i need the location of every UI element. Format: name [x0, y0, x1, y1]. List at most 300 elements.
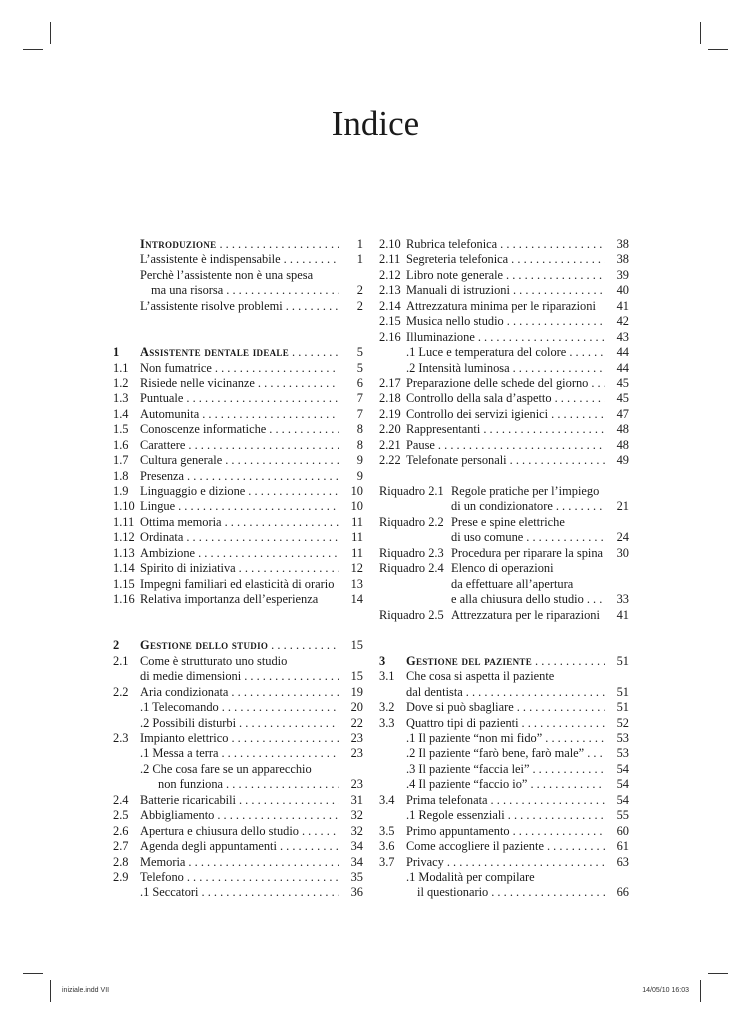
dot-leader [542, 731, 605, 746]
toc-entry-title: Cultura generale [140, 453, 223, 468]
toc-entry-title: Lingue [140, 499, 176, 514]
toc-entry-number [379, 499, 406, 514]
toc-entry-title: Automunita [140, 406, 200, 421]
toc-entry-number: Riquadro 2.3 [379, 545, 444, 560]
toc-entry-title: Che cosa si aspetta il paziente [406, 669, 555, 684]
toc-page-number: 32 [350, 823, 363, 838]
toc-page-number: 11 [351, 514, 363, 529]
toc-entry-number: 1.11 [113, 514, 135, 529]
toc-entry [379, 237, 629, 252]
toc-page-number [339, 654, 363, 669]
toc-entry-title: Rappresentanti [406, 422, 481, 437]
dot-leader [216, 237, 339, 252]
toc-entry-title: .2 Possibili disturbi [140, 715, 237, 730]
toc-entry-title: .2 Intensità luminosa [406, 360, 510, 375]
toc-entry-number: 1.2 [113, 375, 129, 390]
toc-entry [379, 268, 629, 283]
toc-entry-title: e alla chiusura dello studio [451, 592, 584, 607]
toc-entry-title: Privacy [406, 854, 444, 869]
dot-leader [195, 546, 339, 561]
dot-leader [444, 855, 605, 870]
toc-entry-title: Relativa importanza dell’esperienza [140, 592, 319, 607]
toc-entry [379, 453, 629, 468]
toc-spacer [113, 623, 363, 638]
toc-page-number: 47 [616, 406, 629, 421]
toc-entry-number: 1 [113, 345, 120, 360]
dot-leader [185, 855, 339, 870]
toc-entry-number [113, 283, 140, 298]
toc-entry-title: Gestione dello studio [140, 638, 269, 653]
toc-entry-number: 1.16 [113, 592, 135, 607]
toc-entry-number: 3.3 [379, 715, 395, 730]
toc-section-heading [113, 638, 363, 653]
toc-spacer [113, 330, 363, 345]
toc-entry-number [113, 669, 140, 684]
toc-page-number: 2 [356, 283, 363, 298]
toc-entry [113, 515, 363, 530]
toc-page-number: 10 [350, 499, 363, 514]
crop-mark [23, 973, 43, 974]
toc-entry-number: 1.14 [113, 561, 135, 576]
dot-leader [503, 268, 605, 283]
toc-page-number [605, 515, 629, 530]
toc-entry-title: .1 Luce e temperatura del colore [406, 345, 567, 360]
dot-leader [514, 700, 605, 715]
dot-leader [183, 530, 339, 545]
dot-leader [510, 283, 605, 298]
toc-page-number: 23 [350, 746, 363, 761]
toc-entry-title: Perchè l’assistente non è una spesa [140, 267, 314, 282]
toc-entry-title: Primo appuntamento [406, 823, 510, 838]
dot-leader [510, 824, 605, 839]
toc-page-number: 35 [350, 869, 363, 884]
toc-page-number: 13 [350, 576, 363, 591]
toc-entry-number: 1.4 [113, 406, 129, 421]
toc-page-number: 11 [351, 530, 363, 545]
dot-leader [266, 422, 339, 437]
toc-entry [379, 330, 629, 345]
toc-page-number: 1 [356, 252, 363, 267]
toc-entry-title: Non fumatrice [140, 360, 212, 375]
toc-section-heading [113, 237, 363, 252]
toc-entry-title: L’assistente risolve problemi [140, 298, 283, 313]
toc-entry-number: Riquadro 2.2 [379, 514, 444, 529]
dot-leader [497, 237, 605, 252]
toc-entry [379, 361, 629, 376]
toc-entry-number: 2.15 [379, 314, 401, 329]
toc-entry [113, 777, 363, 792]
toc-entry-title: Controllo della sala d’aspetto [406, 391, 552, 406]
toc-entry [379, 839, 629, 854]
toc-page-number: 9 [356, 453, 363, 468]
toc-entry-number: 2.10 [379, 237, 401, 251]
toc-entry [379, 685, 629, 700]
toc-page-number [605, 484, 629, 499]
toc-page-number: 7 [356, 406, 363, 421]
toc-page-number: 42 [616, 314, 629, 329]
toc-entry-title: Come accogliere il paziente [406, 839, 544, 854]
toc-entry-number [113, 237, 140, 252]
toc-entry-number [113, 777, 140, 792]
toc-entry [113, 484, 363, 499]
toc-entry [113, 407, 363, 422]
toc-page-number: 38 [616, 252, 629, 267]
dot-leader [488, 793, 605, 808]
toc-entry [113, 546, 363, 561]
toc-entry-number [379, 345, 406, 360]
toc-entry-number [379, 762, 406, 777]
toc-entry-number: 2 [113, 638, 120, 653]
toc-page-number: 40 [616, 283, 629, 298]
toc-page-number: 8 [356, 437, 363, 452]
toc-entry-title: Impianto elettrico [140, 731, 229, 745]
dot-leader [268, 638, 339, 653]
toc-entry-title: Risiede nelle vicinanze [140, 375, 255, 390]
toc-entry [379, 314, 629, 329]
toc-page-number: 6 [356, 375, 363, 390]
toc-entry-title: .4 Il paziente “faccio io” [406, 777, 528, 792]
dot-leader [488, 885, 605, 900]
toc-page-number: 15 [350, 669, 363, 684]
toc-entry-number [379, 870, 406, 885]
toc-entry-title: Manuali di istruzioni [406, 283, 510, 298]
toc-page-number: 51 [616, 684, 629, 699]
toc-page-number: 51 [616, 700, 629, 715]
toc-page-number: 33 [616, 592, 629, 607]
toc-entry-title: L’assistente è indispensabile [140, 252, 281, 267]
dot-leader [504, 314, 605, 329]
toc-entry-title: Come è strutturato uno studio [140, 653, 288, 668]
toc-entry-number: 1.1 [113, 360, 129, 375]
toc-entry-number: 2.22 [379, 453, 401, 468]
dot-leader [475, 330, 605, 345]
toc-page-number: 8 [356, 422, 363, 437]
dot-leader [241, 669, 339, 684]
toc-entry-number [113, 252, 140, 267]
dot-leader [532, 654, 605, 669]
toc-entry-title: Pause [406, 437, 435, 452]
toc-entry [113, 561, 363, 576]
toc-entry [379, 700, 629, 715]
toc-entry [379, 515, 629, 530]
toc-entry-number: 1.7 [113, 453, 129, 468]
dot-leader [548, 407, 605, 422]
dot-leader [435, 438, 605, 453]
toc-page-number [605, 561, 629, 576]
footer-date: 14/05/10 16:03 [642, 987, 689, 994]
toc-entry [113, 469, 363, 484]
toc-right-column [379, 237, 629, 901]
toc-entry-title: Attrezzatura minima per le riparazioni [406, 298, 596, 313]
toc-entry-title: Telefono [140, 869, 184, 884]
toc-entry-title: Elenco di operazioni [451, 561, 554, 576]
toc-entry [379, 870, 629, 885]
toc-entry-number [379, 361, 406, 376]
toc-page-number: 30 [616, 545, 629, 560]
dot-leader [222, 453, 339, 468]
dot-leader [553, 499, 605, 514]
toc-entry-title: Ambizione [140, 545, 196, 560]
toc-entry-title: Regole pratiche per l’impiego [451, 484, 600, 498]
toc-entry-number: 2.18 [379, 391, 401, 406]
toc-entry-title: .2 Che cosa fare se un apparecchio [140, 761, 312, 776]
toc-page-number [339, 762, 363, 777]
toc-section-heading [113, 345, 363, 360]
toc-entry [379, 252, 629, 267]
toc-entry-title: ma una risorsa [151, 283, 224, 298]
toc-entry-title: Preparazione delle schede del giorno [406, 375, 589, 390]
toc-entry-number: 1.13 [113, 545, 135, 560]
toc-entry [113, 762, 363, 777]
toc-page-number: 31 [350, 792, 363, 807]
dot-leader [527, 777, 605, 792]
toc-page-number: 48 [616, 422, 629, 437]
dot-leader [218, 746, 339, 761]
dot-leader [289, 345, 339, 360]
toc-entry-number [113, 716, 140, 731]
toc-entry [379, 391, 629, 406]
toc-entry-number: 2.19 [379, 406, 401, 421]
toc-entry [113, 793, 363, 808]
toc-entry [113, 499, 363, 514]
dot-leader [236, 716, 339, 731]
toc-entry [379, 407, 629, 422]
toc-entry-number [379, 808, 406, 823]
dot-leader [552, 391, 605, 406]
page-title: Indice [331, 104, 420, 143]
toc-entry [379, 777, 629, 792]
toc-entry [379, 608, 629, 623]
dot-leader [544, 839, 605, 854]
dot-leader [184, 469, 339, 484]
toc-entry [113, 592, 363, 607]
toc-entry-number [379, 731, 406, 746]
toc-page-number: 45 [616, 391, 629, 406]
toc-entry-number [379, 685, 406, 700]
toc-page-number: 43 [616, 329, 629, 344]
toc-entry-title: Libro note generale [406, 267, 504, 282]
toc-page-number: 53 [616, 746, 629, 761]
toc-entry-number: 2.17 [379, 375, 401, 390]
toc-entry-title: Procedura per riparare la spina [451, 545, 604, 560]
toc-entry [379, 592, 629, 607]
toc-page-number: 9 [356, 468, 363, 483]
toc-section-heading [379, 654, 629, 669]
toc-page-number: 45 [616, 375, 629, 390]
toc-entry [379, 530, 629, 545]
dot-leader [505, 808, 605, 823]
dot-leader [480, 422, 605, 437]
toc-entry-number [379, 530, 406, 545]
dot-leader [529, 762, 605, 777]
dot-leader [236, 793, 339, 808]
toc-page-number: 15 [350, 638, 363, 653]
toc-entry-title: Rubrica telefonica [406, 237, 498, 251]
dot-leader [199, 407, 339, 422]
toc-entry-title: non funziona [158, 777, 224, 792]
toc-entry [113, 577, 363, 592]
toc-page-number: 34 [350, 839, 363, 854]
toc-page-number: 38 [616, 237, 629, 251]
toc-page-number: 54 [616, 761, 629, 776]
toc-entry [113, 855, 363, 870]
toc-entry-number: 1.6 [113, 437, 129, 452]
toc-page-number: 36 [350, 885, 363, 900]
crop-mark [700, 980, 701, 1002]
toc-entry [379, 669, 629, 684]
toc-entry [379, 345, 629, 360]
dot-leader [299, 824, 339, 839]
crop-mark [708, 973, 728, 974]
toc-entry-title: .2 Il paziente “farò bene, farò male” [406, 746, 585, 761]
toc-entry-title: Spirito di iniziativa [140, 561, 236, 576]
toc-entry [113, 376, 363, 391]
toc-entry-number: 1.15 [113, 576, 135, 591]
toc-page-number: 5 [356, 360, 363, 375]
toc-page-number: 41 [616, 607, 629, 622]
toc-entry [113, 746, 363, 761]
toc-entry-title: .1 Modalità per compilare [406, 869, 535, 884]
toc-page-number [339, 268, 363, 283]
toc-entry [113, 808, 363, 823]
toc-entry-title: .1 Telecomando [140, 700, 219, 715]
toc-entry-number: 2.2 [113, 684, 129, 699]
toc-entry [113, 885, 363, 900]
toc-entry-number: 2.20 [379, 422, 401, 437]
toc-entry [379, 283, 629, 298]
toc-entry [113, 731, 363, 746]
toc-entry-title: Presenza [140, 468, 185, 483]
dot-leader [519, 716, 605, 731]
toc-entry-number [113, 268, 140, 283]
toc-entry-number [113, 746, 140, 761]
toc-page-number: 5 [356, 345, 363, 360]
dot-leader [566, 345, 605, 360]
toc-page-number: 23 [350, 777, 363, 792]
toc-entry-number: 2.6 [113, 823, 129, 838]
toc-entry [113, 870, 363, 885]
toc-page-number: 34 [350, 854, 363, 869]
toc-spacer [113, 608, 363, 623]
toc-page-number: 51 [616, 653, 629, 668]
toc-page-number: 60 [616, 823, 629, 838]
toc-entry-title: Gestione del paziente [406, 653, 532, 668]
toc-entry [113, 438, 363, 453]
toc-page-number: 1 [356, 237, 363, 251]
toc-entry-number: 3.6 [379, 839, 395, 854]
toc-entry-title: Conoscenze informatiche [140, 422, 267, 437]
toc-page-number [605, 577, 629, 592]
toc-entry-title: Introduzione [140, 237, 217, 251]
toc-entry-number: 2.5 [113, 808, 129, 823]
toc-entry-title: Prima telefonata [406, 792, 488, 807]
dot-leader [214, 808, 339, 823]
toc-spacer [379, 469, 629, 484]
toc-page-number: 66 [616, 885, 629, 900]
toc-page-number: 61 [616, 839, 629, 854]
toc-entry-title: Assistente dentale ideale [140, 345, 290, 360]
toc-entry-title: Illuminazione [406, 329, 475, 344]
toc-entry-title: Attrezzatura per le riparazioni [451, 607, 600, 622]
toc-entry-title: Telefonate personali [406, 453, 507, 468]
toc-page-number: 7 [356, 391, 363, 406]
toc-entry-number: 3.2 [379, 700, 395, 715]
toc-entry-number: 1.10 [113, 499, 135, 514]
toc-page-number: 53 [616, 731, 629, 745]
dot-leader [223, 777, 339, 792]
dot-leader [255, 376, 339, 391]
toc-entry-title: Batterie ricaricabili [140, 792, 236, 807]
toc-page-number: 32 [350, 808, 363, 823]
dot-leader [222, 515, 339, 530]
toc-entry-title: .3 Il paziente “faccia lei” [406, 761, 530, 776]
toc-entry-number: 2.14 [379, 298, 401, 313]
toc-entry [379, 793, 629, 808]
toc-entry-number: 1.12 [113, 530, 135, 545]
dot-leader [175, 499, 339, 514]
toc-entry-title: Apertura e chiusura dello studio [140, 823, 299, 838]
toc-entry-title: Quattro tipi di pazienti [406, 715, 519, 730]
toc-entry-number: Riquadro 2.1 [379, 484, 444, 498]
toc-entry [113, 685, 363, 700]
toc-page-number: 11 [351, 545, 363, 560]
toc-entry-number: 2.8 [113, 854, 129, 869]
dot-leader [184, 870, 339, 885]
toc-entry [113, 700, 363, 715]
dot-leader [584, 592, 605, 607]
toc-entry-title: Ordinata [140, 530, 184, 545]
crop-mark [50, 22, 51, 44]
toc-entry-number: 3.7 [379, 854, 395, 869]
toc-entry-number [379, 592, 406, 607]
toc-page-number: 24 [616, 530, 629, 545]
toc-entry-number: 2.4 [113, 792, 129, 807]
toc-entry-title: .1 Il paziente “non mi fido” [406, 731, 543, 745]
toc-entry [379, 299, 629, 314]
dot-leader [523, 530, 605, 545]
toc-entry-number: 3.5 [379, 823, 395, 838]
toc-page-number: 10 [350, 484, 363, 498]
toc-entry-number [379, 577, 406, 592]
toc-page-number: 55 [616, 808, 629, 823]
toc-entry [113, 654, 363, 669]
dot-leader [199, 885, 340, 900]
dot-leader [510, 361, 605, 376]
toc-page-number: 22 [350, 715, 363, 730]
toc-page-number: 23 [350, 731, 363, 745]
toc-entry-title: Carattere [140, 437, 186, 452]
toc-entry-title: da effettuare all’apertura [451, 576, 574, 591]
toc-entry-number: 2.7 [113, 839, 129, 854]
toc-entry [379, 824, 629, 839]
toc-page-number [605, 669, 629, 684]
toc-entry [113, 422, 363, 437]
toc-entry-title: Dove si può sbagliare [406, 700, 514, 715]
toc-entry-number: 2.13 [379, 283, 401, 298]
toc-entry [113, 839, 363, 854]
dot-leader [228, 731, 339, 746]
toc-entry-title: Musica nello studio [406, 314, 504, 329]
toc-page-number: 44 [616, 345, 629, 360]
toc-entry [379, 746, 629, 761]
dot-leader [212, 361, 339, 376]
toc-entry-title: .1 Seccatori [140, 885, 199, 900]
toc-entry-number [113, 700, 140, 715]
toc-entry-title: Memoria [140, 854, 186, 869]
toc-page-number: 63 [616, 854, 629, 869]
toc-page-number [605, 870, 629, 885]
toc-entry-number: Riquadro 2.5 [379, 607, 444, 622]
